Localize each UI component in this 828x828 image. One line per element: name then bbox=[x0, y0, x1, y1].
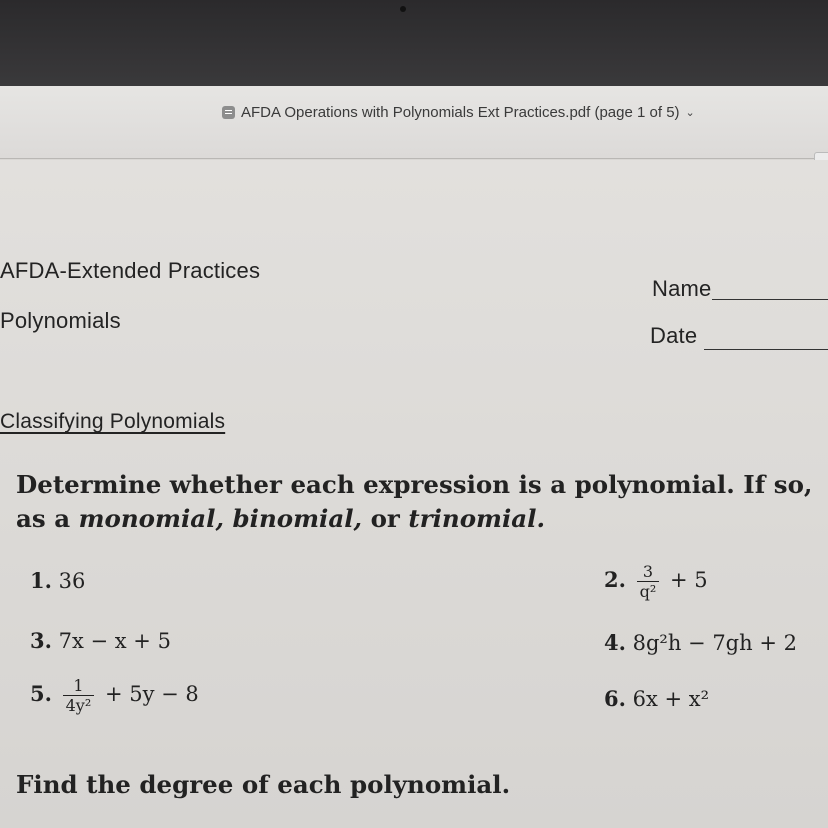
problem-number: 3. bbox=[30, 628, 52, 653]
problem-2 bbox=[604, 562, 708, 601]
fraction-denominator: 4y² bbox=[65, 696, 92, 715]
next-section-heading: Find the degree of each polynomial. bbox=[16, 770, 511, 799]
problem-3 bbox=[30, 628, 171, 653]
instructions bbox=[16, 468, 828, 536]
instruction-monomial: monomial, bbox=[78, 504, 224, 533]
window-title-button[interactable] bbox=[222, 104, 695, 121]
fraction-numerator: 1 bbox=[63, 676, 95, 696]
problem-6 bbox=[604, 686, 709, 711]
instruction-binomial: binomial, bbox=[232, 504, 363, 533]
heading-polynomials: Polynomials bbox=[0, 308, 121, 333]
fraction-numerator: 3 bbox=[637, 562, 660, 582]
date-line bbox=[704, 349, 828, 350]
problem-expression: 36 bbox=[58, 569, 86, 593]
instruction-line-1: Determine whether each expression is a polynomial. If so, bbox=[16, 470, 813, 499]
problem-number: 1. bbox=[30, 568, 52, 593]
problem-expression: 8g²h − 7gh + 2 bbox=[632, 631, 797, 655]
section-title: Classifying Polynomials bbox=[0, 410, 226, 433]
instruction-line-2 bbox=[16, 502, 828, 536]
screen-bezel bbox=[0, 0, 828, 86]
chevron-down-icon: ⌄ bbox=[685, 107, 695, 119]
name-line bbox=[712, 299, 828, 300]
instruction-or: or bbox=[370, 504, 400, 533]
problem-4 bbox=[604, 630, 797, 655]
fraction bbox=[63, 676, 95, 715]
fraction-denominator: q² bbox=[639, 582, 657, 601]
problem-number: 2. bbox=[604, 567, 626, 592]
name-label: Name bbox=[652, 276, 712, 301]
problem-number: 4. bbox=[604, 630, 626, 655]
viewer-titlebar bbox=[0, 86, 828, 159]
problem-number: 6. bbox=[604, 686, 626, 711]
instruction-prefix: as a bbox=[16, 504, 71, 533]
pdf-file-icon bbox=[222, 106, 235, 119]
date-label: Date bbox=[650, 323, 698, 348]
fraction bbox=[637, 562, 660, 601]
problem-expression: + 5 bbox=[669, 568, 708, 592]
problem-5 bbox=[30, 676, 199, 715]
heading-practices: AFDA-Extended Practices bbox=[0, 258, 261, 283]
window-title: AFDA Operations with Polynomials Ext Practices.pdf (page 1 of 5) bbox=[241, 104, 680, 121]
problem-expression: + 5y − 8 bbox=[104, 682, 199, 706]
problem-number: 5. bbox=[30, 681, 52, 706]
instruction-trinomial: trinomial. bbox=[408, 504, 546, 533]
problem-expression: 7x − x + 5 bbox=[58, 629, 171, 653]
problem-expression: 6x + x² bbox=[632, 687, 710, 711]
problem-1 bbox=[30, 568, 85, 593]
camera-dot bbox=[400, 6, 406, 12]
